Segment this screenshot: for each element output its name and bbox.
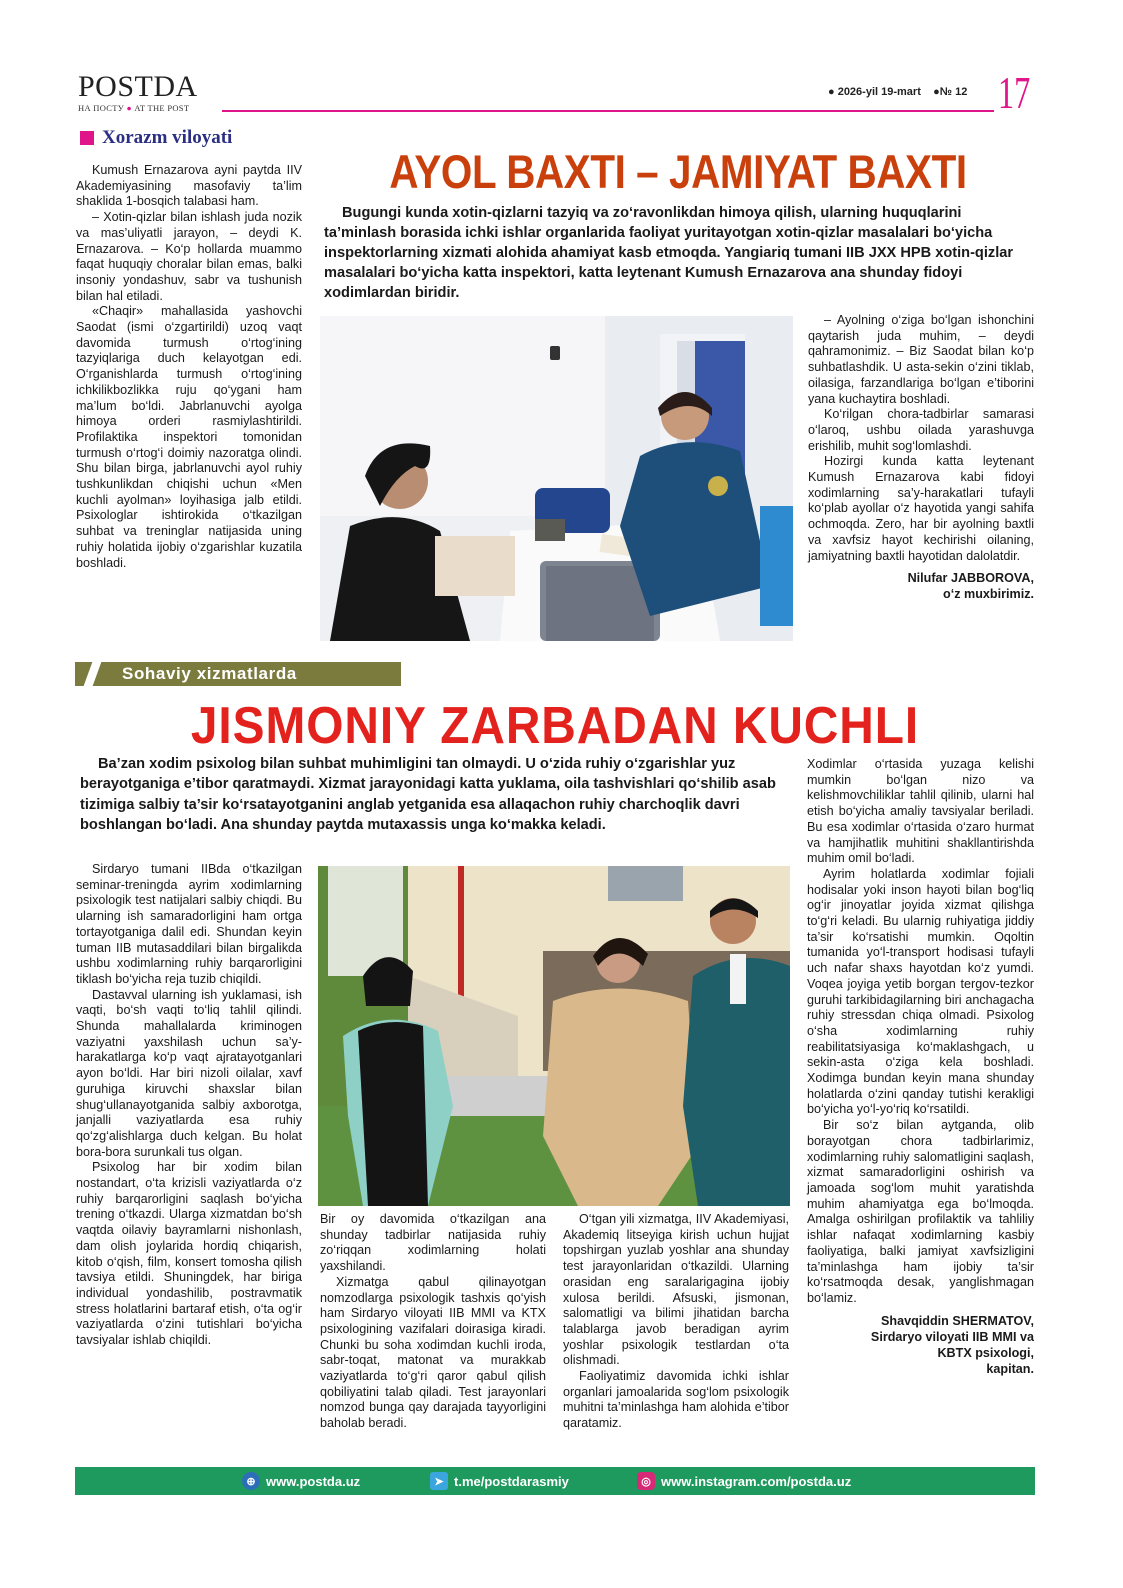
issue-info bbox=[828, 86, 967, 98]
article1-left-column bbox=[76, 163, 302, 571]
paragraph: Dastavval ularning ish yuklamasi, ish vaqti, bo‘sh vaqti to‘liq tahlil qilindi. Shunda mahallalarda kriminogen vaziyatni yaxshilash uchun sa’y-harakatlarga ko‘p vaqt ajratayotganlari ayon bo‘ldi. Har biri nizoli oilalar, xavf guruhiga kiruvchi shaxslar bilan shug‘ullanayotganida salbiy axborotga, janjalli vaziyatlarda esa ruhiy qo‘zg‘alishlarga duch kelgan. Bu holat bora-bora surunkali tus olgan. bbox=[76, 987, 302, 1159]
telegram-link[interactable] bbox=[430, 1472, 569, 1490]
footer-bar bbox=[75, 1467, 1035, 1495]
website-link[interactable] bbox=[242, 1472, 360, 1490]
instagram-text[interactable]: www.instagram.com/postda.uz bbox=[661, 1473, 852, 1489]
instagram-link[interactable] bbox=[637, 1472, 851, 1490]
paragraph: – Ayolning o‘ziga bo‘lgan ishonchini qaytarish juda muhim, – deydi qahramonimiz. – Biz Saodat bilan ko‘p suhbatlashdik. U asta-sekin o‘zini tiklab, oilasiga, farzandlariga bo‘lgan e’tiborini yana kuchaytira boshladi. bbox=[808, 313, 1034, 406]
paragraph: O‘tgan yili xizmatga, IIV Akademiyasi, Akademiq litseyiga kirish uchun hujjat topshirgan yuzlab yoshlar ana shunday test jarayonlaridan o‘tkazildi. Ularning orasidan eng saralarigagina ijobiy xulosa berildi. Afsuski, jismonan, salomatligi va bilimi jihatidan barcha talablarga javob beradigan ayrim yoshlar psixologik testlardan o‘ta olishmadi. bbox=[563, 1212, 789, 1368]
paragraph: Bir so‘z bilan aytganda, olib borayotgan chora tadbirlarimiz, xodimlarning ruhiy salomatligini saqlash, xizmat samaradorligini oshirish va jamoada sog‘lom muhit yaratishda muhim ahamiyatga ega bo‘lmoqda. Amalga oshirilgan profilaktik va tahliliy ishlar nafaqat xodimlarning kasbiy faoliyatiga, balki jamiyat xavfsizligini ta’minlashga ham ijobiy ta’sir ko‘rsatmoqda desak, yanglishmagan bo‘lamiz. bbox=[807, 1118, 1034, 1305]
instagram-icon: ◎ bbox=[637, 1472, 655, 1490]
website-text[interactable]: www.postda.uz bbox=[266, 1473, 361, 1489]
section-label: Sohaviy xizmatlarda bbox=[122, 664, 297, 683]
region-label: Xorazm viloyati bbox=[102, 127, 233, 148]
article2-photo bbox=[318, 866, 790, 1206]
author-role: Sirdaryo viloyati IIB MMI va bbox=[870, 1329, 1034, 1344]
paragraph: Kumush Ernazarova ayni paytda IIV Akademiyasining masofaviy ta’lim shaklida 1-bosqich talabasi ham. bbox=[76, 163, 302, 209]
newspaper-logo: POSTDA bbox=[78, 70, 198, 103]
article2-column-3 bbox=[563, 1212, 789, 1432]
paragraph: Hozirgi kunda katta leytenant Kumush Ernazarova kabi fidoyi xodimlarning sa’y-harakatlari tufayli ko‘plab ayollar o‘z hayotida yangi sahifa ochmoqda. Zero, har bir ayolning baxtli va xavfsiz hayot kechirishi oilaning, jamiyatning baxtli hayotidan dalolatdir. bbox=[808, 454, 1034, 563]
issue-date: ● 2026-yil 19-mart bbox=[828, 86, 921, 98]
page-number: 17 bbox=[998, 67, 1031, 118]
bullet-icon: ● bbox=[126, 103, 132, 113]
article2-column-4 bbox=[807, 757, 1034, 1377]
subtitle-ru: НА ПОСТУ bbox=[78, 103, 125, 113]
article1-title: AYOL BAXTI – JAMIYAT BAXTI bbox=[389, 145, 967, 198]
paragraph: Xodimlar o‘rtasida yuzaga kelishi mumkin bo‘lgan nizo va kelishmovchiliklar tahlil qilinib, ularni hal etish bo‘yicha amaliy tavsiyalar beriladi. Bu esa xodimlar o‘rtasida o‘zaro hurmat va hamjihatlik muhitini shakllantirishda muhim omil bo‘ladi. bbox=[807, 757, 1034, 866]
paragraph: Ko‘rilgan chora-tadbirlar samarasi o‘laroq, ushbu oilada yarashuvga erishilib, muhit sog‘lomlashdi. bbox=[808, 407, 1034, 453]
paragraph: Psixolog har bir xodim bilan nostandart, o‘ta krizisli vaziyatlarda o‘z ruhiy barqarorligini saqlash bo‘yicha trening o‘tkazdi. Ularga xizmatdan bo‘sh vaqtda oilaviy bayramlarni nishonlash, dam olish joylarida hordiq chiqarish, kitob o‘qish, film, konsert tomosha qilish tavsiya etildi. Shuningdek, har biriga individual yondashilib, postravmatik stress holatlarini bartaraf etish, o‘ta og‘ir vaziyatlarda o‘zini tutishlari bo‘yicha tavsiyalar ishlab chiqildi. bbox=[76, 1160, 302, 1348]
paragraph: Ayrim holatlarda xodimlar fojiali hodisalar yoki inson hayoti bilan bog‘liq og‘ir jinoyatlar joyida xizmat qilishga to‘g‘ri keladi. Bu ularnig ruhiyatiga jiddiy ta’sir ko‘rsatishi mumkin. Oqoltin tumanida yo‘l-transport hodisasi tufayli uch nafar shaxs hayotdan ko‘z yumdi. Voqea joyiga yetib borgan tergov-tezkor guruhi tarkibidagilarning biri anchagacha ruhiy stressdan chiqa olmadi. Psixolog o‘sha xodimlarning ruhiy reabilitatsiyasiga ko‘maklashgach, u sekin-asta o‘ziga kela boshladi. Xodimga bundan keyin mana shunday holatlarda o‘zini qanday tutishi kerakligi bo‘yicha yo‘l-yo‘riq ko‘rsatildi. bbox=[807, 866, 1034, 1117]
article1-lead bbox=[324, 203, 1036, 303]
globe-icon: ⊕ bbox=[242, 1472, 260, 1490]
article2-column-1 bbox=[76, 862, 302, 1349]
photo-courtyard-scene bbox=[318, 866, 790, 1206]
subtitle-en: AT THE POST bbox=[134, 103, 190, 113]
paragraph: «Chaqir» mahallasida yashovchi Saodat (ismi o‘zgartirildi) uzoq vaqt davomida turmush o‘rtog‘ining tazyiqlariga duch kelayotgan edi. O‘rganishlarda turmush o‘rtog‘ining ichkilikbozlikka ruju qo‘ygani ham ma’lum bo‘ldi. Jabrlanuvchi ayolga himoya orderi rasmiylashtirildi. Profilaktika inspektori tomonidan turmush o‘rtog‘i doimiy nazoratga olindi. Shu bilan birga, jabrlanuvchi ayol ruhiy tushkunlikdan chiqishi uchun «Men kuchli ayolman» loyihasiga jalb etildi. Psixologlar ishtirokida o‘tkazilgan suhbat va treninglar natijasida uning ruhiy holatida ijobiy o‘zgarishlar kuzatila boshladi. bbox=[76, 304, 302, 570]
photo-interview-scene bbox=[320, 316, 793, 641]
author-name: Nilufar JABBOROVA, bbox=[907, 571, 1034, 586]
author-name: Shavqiddin SHERMATOV, bbox=[880, 1313, 1034, 1328]
article2-lead bbox=[80, 754, 792, 835]
telegram-icon: ➤ bbox=[430, 1472, 448, 1490]
author-role: KBTX psixologi, bbox=[937, 1345, 1034, 1360]
paragraph: Sirdaryo tumani IIBda o‘tkazilgan seminar-treningda ayrim xodimlarning psixologik test natijalari salbiy chiqdi. Bu ularning ish samaradorligini ham ortga tortayotganiga dalil edi. Shundan keyin tuman IIB mutasaddilari bilan birgalikda ushbu xodimlarning ruhiy barqarorligini tiklash bo‘yicha reja tuzib chiqildi. bbox=[76, 862, 302, 986]
header-rule bbox=[222, 110, 994, 112]
region-marker-icon bbox=[80, 131, 94, 145]
author-rank: kapitan. bbox=[986, 1361, 1034, 1376]
paragraph: Xizmatga qabul qilinayotgan nomzodlarga psixologik tashxis qo‘yish ham Sirdaryo viloyati IIB MMI va KTX psixologining vazifalari doirasiga kiradi. Chunki bu soha xodimdan kuchli iroda, sabr-toqat, matonat va murakkab vaziyatlarda to‘g‘ri qaror qabul qilish qobiliyatini talab qiladi. Test jarayonlari nomzod bunga qay darajada tayyorligini baholab beradi. bbox=[320, 1274, 546, 1431]
lead-text: Bugungi kunda xotin-qizlarni tazyiq va zo‘ravonlikdan himoya qilish, ularning huquqlarini ta’minlash borasida ichki ishlar organlarida faoliyat yuritayotgan xotin-qizlar masalalari bo‘yicha inspektorlarning xizmati alohida ahamiyat kasb etmoqda. Yangiariq tumani IIB JXX HPB xotin-qizlar masalalari bo‘yicha katta inspektori, katta leytenant Kumush Ernazarova ana shunday fidoyi xodimlardan biridir. bbox=[324, 205, 1014, 301]
article1-photo bbox=[320, 316, 793, 641]
telegram-text[interactable]: t.me/postdarasmiy bbox=[454, 1473, 569, 1489]
paragraph: Bir oy davomida o‘tkazilgan ana shunday tadbirlar natijasida ruhiy zo‘riqqan xodimlarning holati yaxshilandi. bbox=[320, 1212, 546, 1274]
author-role: o‘z muxbirimiz. bbox=[943, 587, 1034, 602]
logo-subtitle bbox=[78, 103, 189, 113]
issue-number: ●№ 12 bbox=[933, 86, 968, 98]
article2-column-2 bbox=[320, 1212, 546, 1432]
article2-title: JISMONIY ZARBADAN KUCHLI bbox=[190, 697, 920, 755]
paragraph: Faoliyatimiz davomida ichki ishlar organlari jamoalarida sog‘lom psixologik muhitni ta’minlashga ham alohida e’tibor qaratamiz. bbox=[563, 1369, 789, 1431]
article1-right-column bbox=[808, 313, 1034, 602]
lead-text: Ba’zan xodim psixolog bilan suhbat muhimligini tan olmaydi. U o‘zida ruhiy o‘zgarishlar yuz berayotganiga e’tibor qaratmaydi. Xizmat jarayonidagi katta yuklama, oila tashvishlari qo‘shilib asab tizimiga salbiy ta’sir ko‘rsatayotganini anglab yetganida esa allaqachon ruhiy charchoqlik davri boshlangan bo‘ladi. Ana shunday paytda mutaxassis unga ko‘makka keladi. bbox=[80, 756, 776, 833]
paragraph: – Xotin-qizlar bilan ishlash juda nozik va mas’uliyatli jarayon, – deydi K. Ernazarova. – Ko‘p hollarda muammo faqat huquqiy choralar bilan emas, balki insoniy yondashuv, sabr va tushunish bilan hal etiladi. bbox=[76, 210, 302, 303]
